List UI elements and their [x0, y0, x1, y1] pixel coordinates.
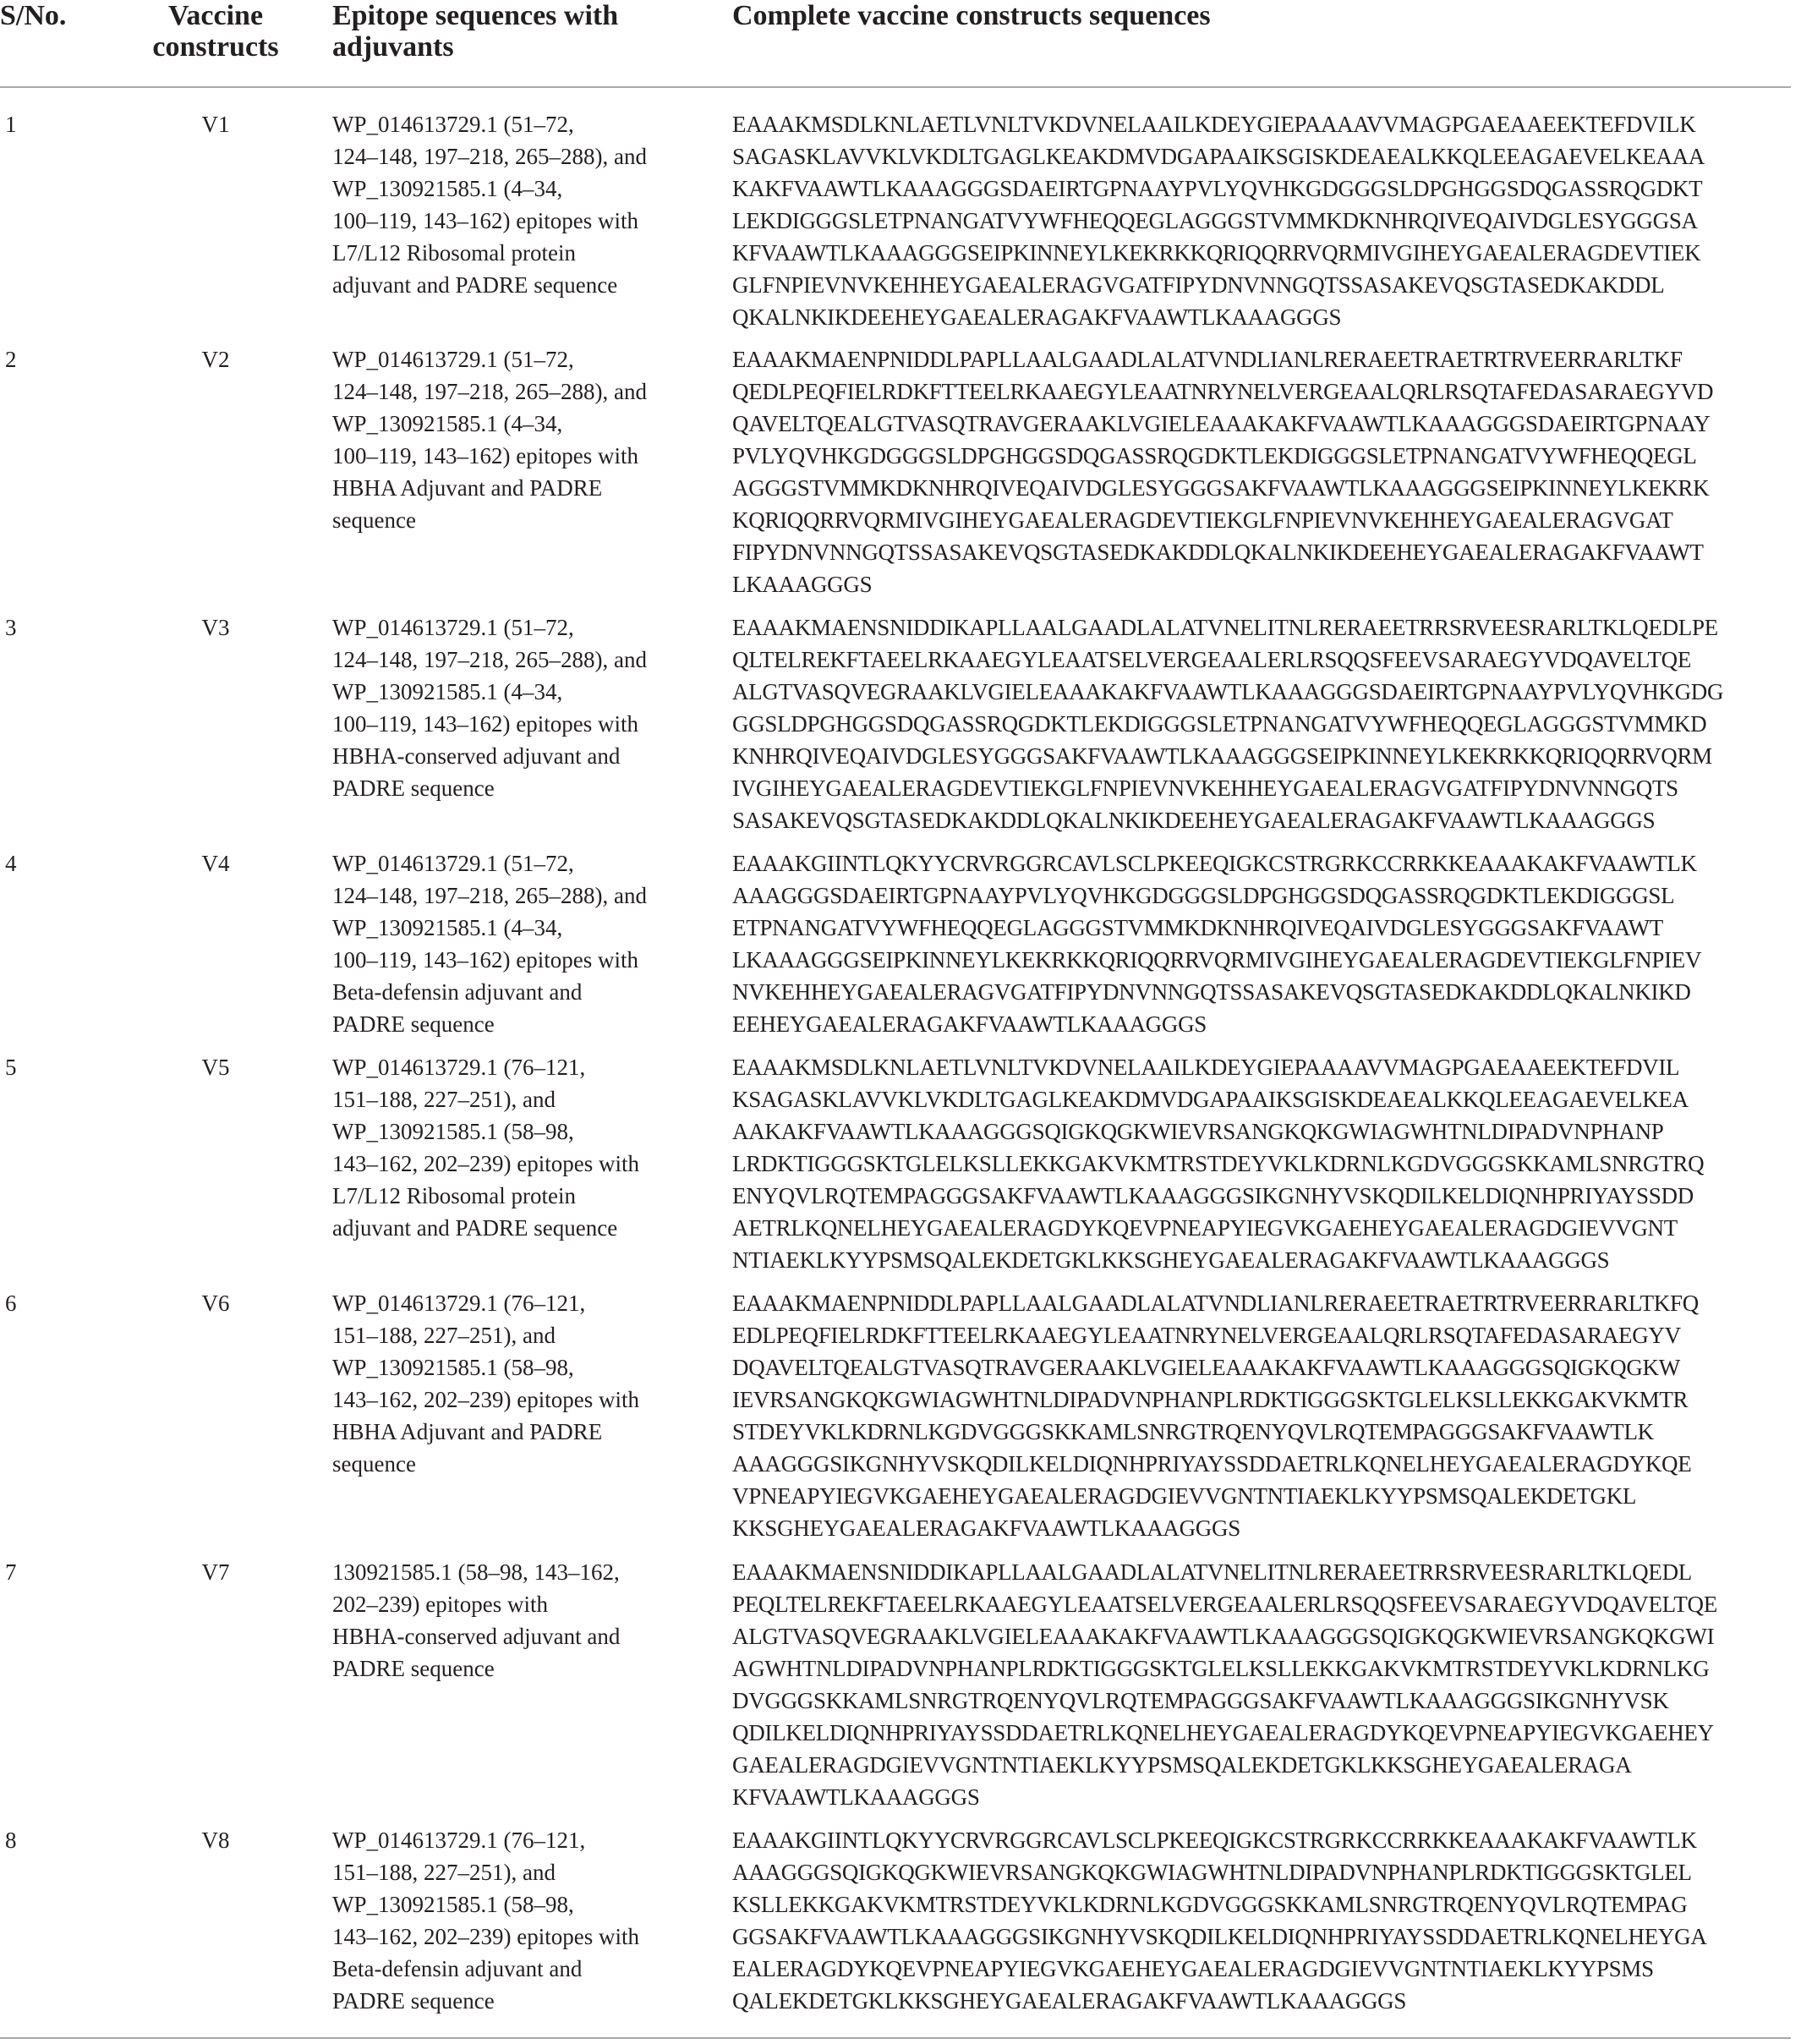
- cell-construct: V4: [201, 851, 230, 876]
- cell-sno: 2: [5, 347, 17, 372]
- cell-sequence: EAAAKMSDLKNLAETLVNLTVKDVNELAAILKDEYGIEPAAAAVVMAGPGAEAAEEKTEFDVIL KSAGASKLAVVKLVKDLTGAGLKEAKDMVDGAPAAIKSGISKDEAEALKKQLEEAGAEVELKEA AAKAKFVAAWTLKAAAGGGSQIGKQGKWIEVRSANGKQKGWIAGWHTNLDIPADVNPHANP LRDKTIGGGSKTGLELKSLLEKKGAKVKMTRSTDEYVKLKDRNLKGDVGGGSKKAMLSNRGTRQ ENYQVLRQTEMPAGGGSAKFVAAWTLKAAAGGGSIKGNHYVSKQDILKELDIQNHPRIYAYSSDD AETRLKQNELHEYGAEALERAGDYKQEVPNEAPYIEGVKGAEHEYGAEALERAGDGIEVVGNT NTIAEKLKYYPSMSQALEKDETGKLKKSGHEYGAEALERAGAKFVAAWTLKAAAGGGS: [732, 1055, 1705, 1273]
- header-vaccine-constructs: Vaccine constructs: [152, 0, 279, 63]
- cell-sno: 1: [5, 112, 17, 137]
- cell-epitopes: WP_014613729.1 (76–121, 151–188, 227–251), and WP_130921585.1 (58–98, 143–162, 202–239) epitopes with L7/L12 Ribosomal protein adjuvant and PADRE sequence: [332, 1055, 639, 1241]
- header-complete-sequences: Complete vaccine constructs sequences: [732, 0, 1211, 31]
- cell-epitopes: WP_014613729.1 (76–121, 151–188, 227–251), and WP_130921585.1 (58–98, 143–162, 202–239) epitopes with Beta-defensin adjuvant and PADRE sequence: [332, 1828, 639, 2014]
- cell-construct: V7: [201, 1559, 230, 1585]
- header-epitope-sequences: Epitope sequences with adjuvants: [332, 0, 619, 63]
- cell-epitopes: 130921585.1 (58–98, 143–162, 202–239) epitopes with HBHA-conserved adjuvant and PADRE sequence: [332, 1559, 621, 1681]
- cell-construct: V1: [201, 112, 230, 137]
- cell-sequence: EAAAKMAENPNIDDLPAPLLAALGAADLALATVNDLIANLRERAEETRAETRTRVEERRARLTKFQ EDLPEQFIELRDKFTTEELRKAAEGYLEAATNRYNELVERGEAALQRLRSQTAFEDASARAEGYV DQAVELTQEALGTVASQTRAVGERAAKLVGIELEAAAKAKFVAAWTLKAAAGGGSQIGKQGKW IEVRSANGKQKGWIAGWHTNLDIPADVNPHANPLRDKTIGGGSKTGLELKSLLEKKGAKVKMTR STDEYVKLKDRNLKGDVGGGSKKAMLSNRGTRQENYQVLRQTEMPAGGGSAKFVAAWTLK AAAGGGSIKGNHYVSKQDILKELDIQNHPRIYAYSSDDAETRLKQNELHEYGAEALERAGDYKQE VPNEAPYIEGVKGAEHEYGAEALERAGDGIEVVGNTNTIAEKLKYYPSMSQALEKDETGKL KKSGHEYGAEALERAGAKFVAAWTLKAAAGGGS: [732, 1291, 1699, 1541]
- cell-epitopes: WP_014613729.1 (51–72, 124–148, 197–218, 265–288), and WP_130921585.1 (4–34, 100–119, 143–162) epitopes with HBHA Adjuvant and PADRE sequence: [332, 347, 647, 533]
- cell-construct: V2: [201, 347, 230, 372]
- cell-sno: 4: [5, 851, 17, 876]
- table-header-row: [0, 0, 1791, 88]
- cell-sno: 7: [5, 1559, 17, 1585]
- cell-sequence: EAAAKMAENPNIDDLPAPLLAALGAADLALATVNDLIANLRERAEETRAETRTRVEERRARLTKF QEDLPEQFIELRDKFTTEELRKAAEGYLEAATNRYNELVERGEAALQRLRSQTAFEDASARAEGYVD QAVELTQEALGTVASQTRAVGERAAKLVGIELEAAAKAKFVAAWTLKAAAGGGSDAEIRTGPNAAY PVLYQVHKGDGGGSLDPGHGGSDQGASSRQGDKTLEKDIGGGSLETPNANGATVYWFHEQQEGL AGGGSTVMMKDKNHRQIVEQAIVDGLESYGGGSAKFVAAWTLKAAAGGGSEIPKINNEYLKEKRK KQRIQQRRVQRMIVGIHEYGAEALERAGDEVTIEKGLFNPIEVNVKEHHEYGAEALERAGVGAT FIPYDNVNNGQTSSASAKEVQSGTASEDKAKDDLQKALNKIKDEEHEYGAEALERAGAKFVAAWT LKAAAGGGS: [732, 347, 1714, 597]
- cell-sno: 6: [5, 1291, 17, 1316]
- cell-epitopes: WP_014613729.1 (76–121, 151–188, 227–251), and WP_130921585.1 (58–98, 143–162, 202–239) epitopes with HBHA Adjuvant and PADRE sequence: [332, 1291, 639, 1477]
- cell-sno: 8: [5, 1828, 17, 1853]
- cell-epitopes: WP_014613729.1 (51–72, 124–148, 197–218, 265–288), and WP_130921585.1 (4–34, 100–119, 143–162) epitopes with L7/L12 Ribosomal protein adjuvant and PADRE sequence: [332, 112, 647, 298]
- cell-sno: 3: [5, 615, 17, 640]
- cell-construct: V5: [201, 1055, 230, 1080]
- cell-construct: V8: [201, 1828, 230, 1853]
- cell-construct: V6: [201, 1291, 230, 1316]
- cell-sequence: EAAAKMAENSNIDDIKAPLLAALGAADLALATVNELITNLRERAEETRRSRVEESRARLTKLQEDL PEQLTELREKFTAEELRKAAEGYLEAATSELVERGEAALERLRSQQSFEEVSARAEGYVDQAVELTQE ALGTVASQVEGRAAKLVGIELEAAAKAKFVAAWTLKAAAGGGSQIGKQGKWIEVRSANGKQKGWI AGWHTNLDIPADVNPHANPLRDKTIGGGSKTGLELKSLLEKKGAKVKMTRSTDEYVKLKDRNLKG DVGGGSKKAMLSNRGTRQENYQVLRQTEMPAGGGSAKFVAAWTLKAAAGGGSIKGNHYVSK QDILKELDIQNHPRIYAYSSDDAETRLKQNELHEYGAEALERAGDYKQEVPNEAPYIEGVKGAEHEY GAEALERAGDGIEVVGNTNTIAEKLKYYPSMSQALEKDETGKLKKSGHEYGAEALERAGA KFVAAWTLKAAAGGGS: [732, 1559, 1717, 1810]
- cell-sequence: EAAAKMSDLKNLAETLVNLTVKDVNELAAILKDEYGIEPAAAAVVMAGPGAEAAEEKTEFDVILK SAGASKLAVVKLVKDLTGAGLKEAKDMVDGAPAAIKSGISKDEAEALKKQLEEAGAEVELKEAAA KAKFVAAWTLKAAAGGGSDAEIRTGPNAAYPVLYQVHKGDGGGSLDPGHGGSDQGASSRQGDKT LEKDIGGGSLETPNANGATVYWFHEQQEGLAGGGSTVMMKDKNHRQIVEQAIVDGLESYGGGSA KFVAAWTLKAAAGGGSEIPKINNEYLKEKRKKQRIQQRRVQRMIVGIHEYGAEALERAGDEVTIEK GLFNPIEVNVKEHHEYGAEALERAGVGATFIPYDNVNNGQTSSASAKEVQSGTASEDKAKDDL QKALNKIKDEEHEYGAEALERAGAKFVAAWTLKAAAGGGS: [732, 112, 1705, 330]
- cell-epitopes: WP_014613729.1 (51–72, 124–148, 197–218, 265–288), and WP_130921585.1 (4–34, 100–119, 143–162) epitopes with Beta-defensin adjuvant and PADRE sequence: [332, 851, 647, 1037]
- cell-sequence: EAAAKGIINTLQKYYCRVRGGRCAVLSCLPKEEQIGKCSTRGRKCCRRKKEAAAKAKFVAAWTLK AAAGGGSQIGKQGKWIEVRSANGKQKGWIAGWHTNLDIPADVNPHANPLRDKTIGGGSKTGLEL KSLLEKKGAKVKMTRSTDEYVKLKDRNLKGDVGGGSKKAMLSNRGTRQENYQVLRQTEMPAG GGSAKFVAAWTLKAAAGGGSIKGNHYVSKQDILKELDIQNHPRIYAYSSDDAETRLKQNELHEYGA EALERAGDYKQEVPNEAPYIEGVKGAEHEYGAEALERAGDGIEVVGNTNTIAEKLKYYPSMS QALEKDETGKLKKSGHEYGAEALERAGAKFVAAWTLKAAAGGGS: [732, 1828, 1707, 2014]
- table-bottom-rule: [0, 2037, 1791, 2039]
- header-sno: S/No.: [0, 0, 67, 31]
- cell-epitopes: WP_014613729.1 (51–72, 124–148, 197–218, 265–288), and WP_130921585.1 (4–34, 100–119, 143–162) epitopes with HBHA-conserved adjuvant and PADRE sequence: [332, 615, 647, 801]
- cell-sequence: EAAAKMAENSNIDDIKAPLLAALGAADLALATVNELITNLRERAEETRRSRVEESRARLTKLQEDLPE QLTELREKFTAEELRKAAEGYLEAATSELVERGEAALERLRSQQSFEEVSARAEGYVDQAVELTQE ALGTVASQVEGRAAKLVGIELEAAAKAKFVAAWTLKAAAGGGSDAEIRTGPNAAYPVLYQVHKGDG GGSLDPGHGGSDQGASSRQGDKTLEKDIGGGSLETPNANGATVYWFHEQQEGLAGGGSTVMMKD KNHRQIVEQAIVDGLESYGGGSAKFVAAWTLKAAAGGGSEIPKINNEYLKEKRKKQRIQQRRVQRM IVGIHEYGAEALERAGDEVTIEKGLFNPIEVNVKEHHEYGAEALERAGVGATFIPYDNVNNGQTS SASAKEVQSGTASEDKAKDDLQKALNKIKDEEHEYGAEALERAGAKFVAAWTLKAAAGGGS: [732, 615, 1724, 833]
- cell-sno: 5: [5, 1055, 17, 1080]
- cell-construct: V3: [201, 615, 230, 640]
- cell-sequence: EAAAKGIINTLQKYYCRVRGGRCAVLSCLPKEEQIGKCSTRGRKCCRRKKEAAAKAKFVAAWTLK AAAGGGSDAEIRTGPNAAYPVLYQVHKGDGGGSLDPGHGGSDQGASSRQGDKTLEKDIGGGSL ETPNANGATVYWFHEQQEGLAGGGSTVMMKDKNHRQIVEQAIVDGLESYGGGSAKFVAAWT LKAAAGGGSEIPKINNEYLKEKRKKQRIQQRRVQRMIVGIHEYGAEALERAGDEVTIEKGLFNPIEV NVKEHHEYGAEALERAGVGATFIPYDNVNNGQTSSASAKEVQSGTASEDKAKDDLQKALNKIKD EEHEYGAEALERAGAKFVAAWTLKAAAGGGS: [732, 851, 1702, 1037]
